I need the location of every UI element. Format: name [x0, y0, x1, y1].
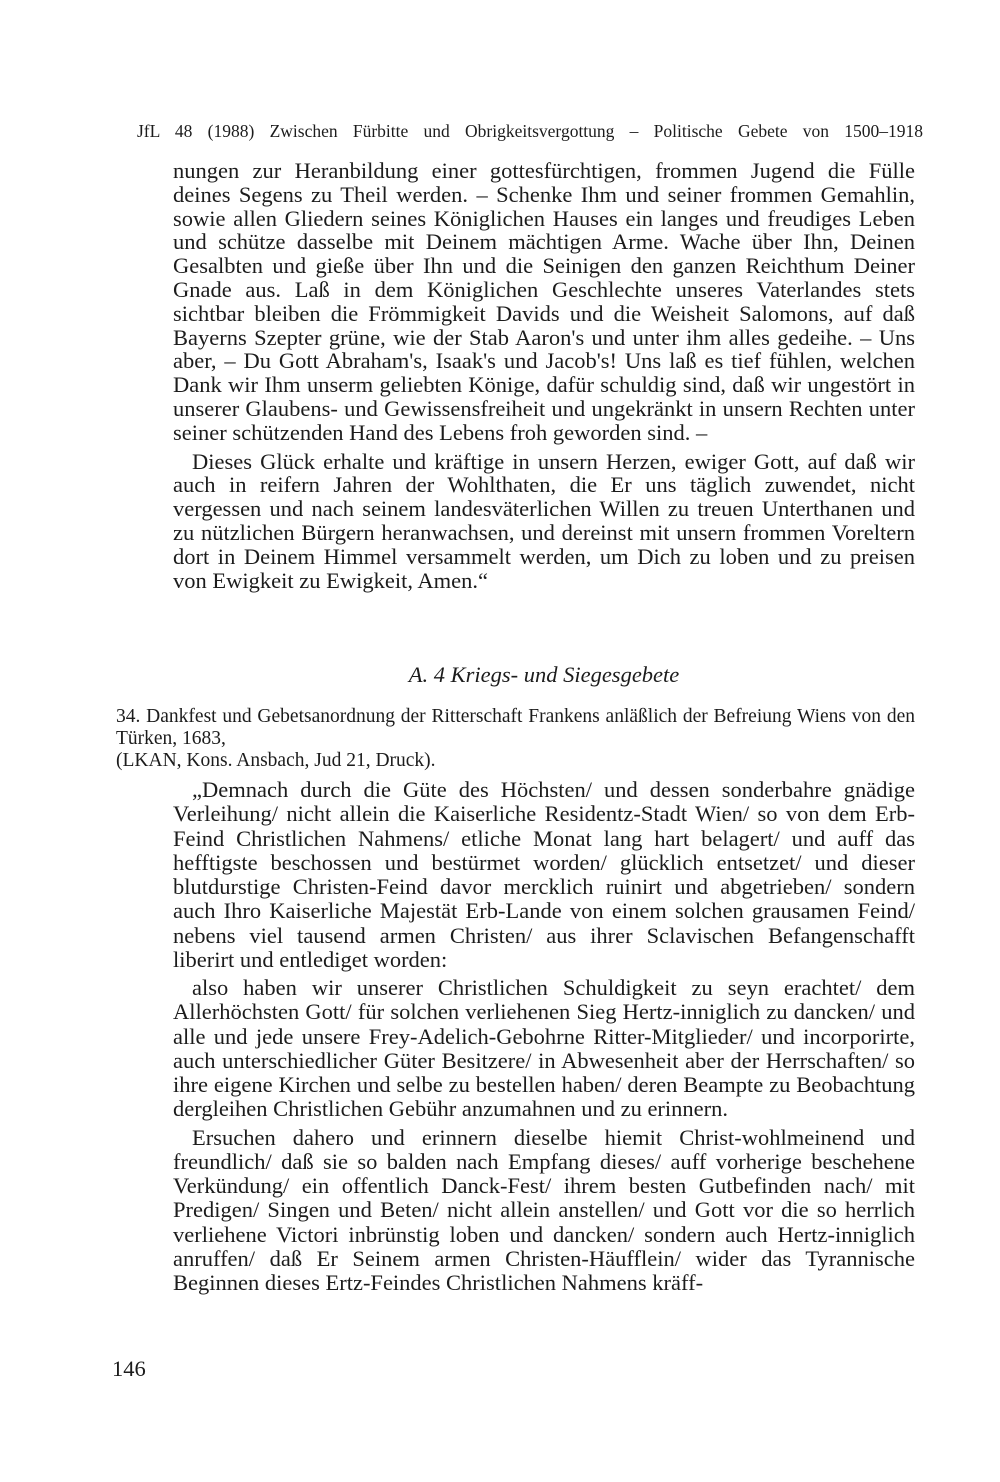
body-paragraph: Dieses Glück erhalte und kräftige in unsern Herzen, ewiger Gott, auf daß wir auch in reifern Jahren der Wohlthaten, die Er uns täglich zuwendet, nicht vergessen und nach seinem landesväterlichen Willen zu treuen Unterthanen und zu nützlichen Bürgern heranwachsen, und dereinst mit unsern frommen Voreltern dort in Deinem Himmel versammelt werden, um Dich zu loben und zu preisen von Ewigkeit zu Ewigkeit, Amen.“ [173, 448, 915, 593]
entry-source: (LKAN, Kons. Ansbach, Jud 21, Druck). [116, 750, 436, 771]
section-heading: A. 4 Kriegs- und Siegesgebete [408, 662, 680, 687]
entry-title: 34. Dankfest und Gebetsanordnung der Ritterschaft Frankens anläßlich der Befreiung Wiens von den Türken, 1683, [116, 706, 915, 749]
running-header: JfL 48 (1988) Zwischen Fürbitte und Obrigkeitsvergottung – Politische Gebete von 1500–1918 [137, 121, 923, 141]
quote-paragraph: „Demnach durch die Güte des Höchsten/ und dessen sonderbahre gnädige Verleihung/ nicht allein die Kaiserliche Residentz-Stadt Wien/ so von dem Erb-Feind Christlichen Nahmens/ etliche Monat lang hart belagert/ und auff das hefftigste beschossen und bestürmet worden/ glücklich entsetzet/ und dieser blutdurstige Christen-Feind davor mercklich ruinirt und abgetrieben/ sondern auch Ihro Kaiserliche Majestät Erb-Lande von einem solchen grausamen Feind/ nebens viel tausend armen Christen/ aus ihrer Sclavischen Befangenschafft liberirt und entlediget worden: [173, 777, 915, 972]
quoted-source-text [173, 778, 915, 1295]
body-paragraph: nungen zur Heranbildung einer gottesfürchtigen, frommen Jugend die Fülle deines Segens zu Theil werden. – Schenke Ihm und seiner frommen Gemahlin, sowie allen Gliedern seines Königlichen Hauses ein langes und freudiges Leben und schütze dasselbe mit Deinem mächtigen Arme. Wache über Ihn, Deinen Gesalbten und gieße über Ihn und die Seinigen den ganzen Reichthum Deiner Gnade aus. Laß in dem Königlichen Geschlechte unseres Vaterlandes stets sichtbar bleiben die Frömmigkeit Davids und die Weisheit Salomons, auf daß Bayerns Szepter grüne, wie der Stab Aaron's und unter ihm alles gedeihe. – Uns aber, – Du Gott Abraham's, Isaak's und Jacob's! Uns laß es tief fühlen, welchen Dank wir Ihm unserm geliebten Könige, dafür schuldig sind, daß wir ungestört in unserer Glaubens- und Gewissensfreiheit und ungekränkt in unsern Rechten unter seiner schützenden Hand des Lebens froh geworden sind. – [173, 158, 915, 445]
body-text [173, 159, 915, 592]
page-number: 146 [112, 1356, 146, 1381]
document-entry [116, 706, 915, 772]
quote-paragraph: also haben wir unserer Christlichen Schuldigkeit zu seyn erachtet/ dem Allerhöchsten Gott/ für solchen verliehenen Sieg Hertz-inniglich zu dancken/ und alle und jede unsere Frey-Adelich-Gebohrne Ritter-Mitglieder/ und incorporirte, auch unterschiedlicher Güter Besitzere/ in Abwesenheit aber der Herrschaften/ so ihre eigene Kirchen und selbe zu bestellen haben/ deren Beampte zu Beobachtung dergleihen Christlichen Gebühr anzumahnen und zu erinnern. [173, 975, 915, 1122]
quote-paragraph: Ersuchen dahero und erinnern dieselbe hiemit Christ-wohlmeinend und freundlich/ daß sie so balden nach Empfang dieses/ auff vorherige beschehene Verkündung/ ein offentlich Danck-Fest/ ihrem besten Gutbefinden nach/ mit Predigen/ Singen und Beten/ nicht allein anstellen/ und Gott vor die so herrlich verliehene Victori inbrünstig loben und dancken/ sondern auch Hertz-inniglich anruffen/ daß Er Seinem armen Christen-Häufflein/ wider das Tyrannische Beginnen dieses Ertz-Feindes Christlichen Nahmens kräff- [173, 1124, 915, 1295]
